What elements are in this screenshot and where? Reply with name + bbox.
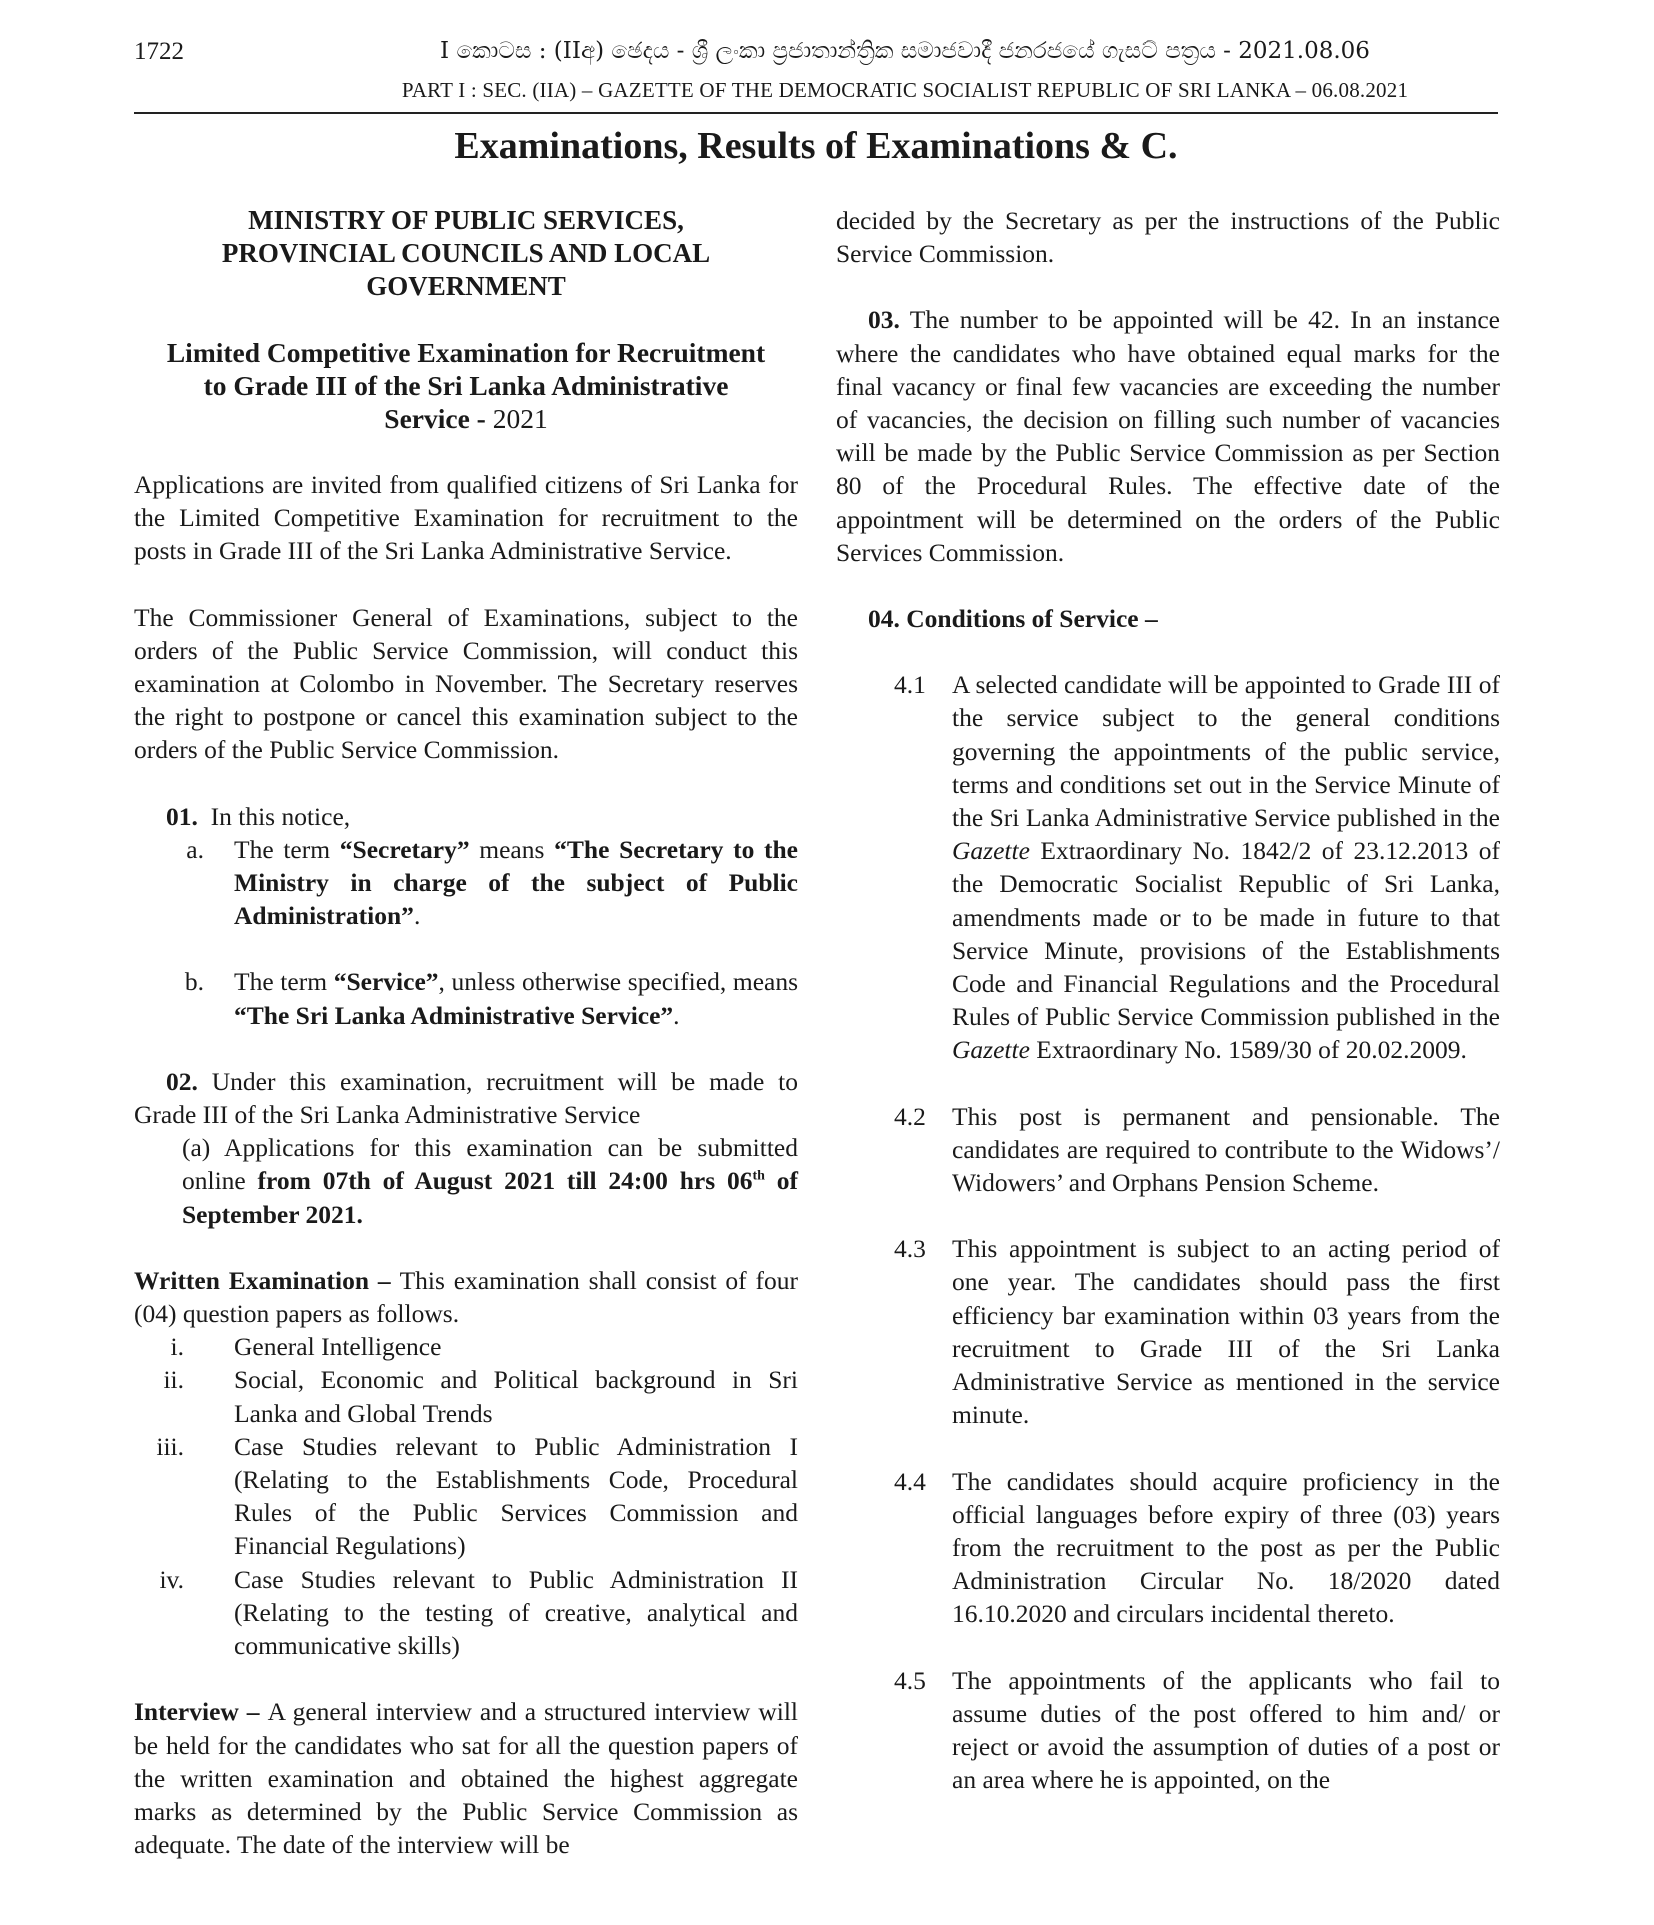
section-01 (134, 800, 798, 833)
list-label: b. (184, 967, 204, 997)
gazette-italic: Gazette (952, 1035, 1030, 1065)
term-service-meaning: “The Sri Lanka Administrative Service” (234, 1000, 674, 1030)
spacer (134, 1032, 798, 1065)
spacer (836, 1432, 1500, 1465)
exam-title-service: Service - (384, 403, 493, 434)
text-run: This examination shall consist of four (04) question papers as follows. (134, 1265, 798, 1329)
gazette-italic: Gazette (952, 836, 1030, 866)
list-label: iv. (159, 1564, 184, 1594)
list-label: 4.4 (894, 1466, 926, 1496)
section-text: In this notice, (210, 801, 351, 831)
application-dates (182, 1166, 798, 1228)
term-service: “Service” (333, 967, 439, 997)
right-column (836, 204, 1500, 1796)
paper-text: Case Studies relevant to Public Administration II (Relating to the testing of creative, analytical and communicative skills) (234, 1564, 798, 1661)
definition-text (234, 833, 798, 933)
condition-4-2 (836, 1100, 1500, 1200)
text-run: A general interview and a structured interview will be held for the candidates who sat for all the question papers of the written examination and obtained the highest aggregate marks as determined by the Public Service Commission as adequate. The date of the interview will be (134, 1697, 798, 1860)
paper-item (134, 1330, 798, 1363)
interview-heading: Interview – (134, 1697, 268, 1727)
spacer (836, 569, 1500, 602)
spacer (836, 1067, 1500, 1100)
text-run: from 07th of August 2021 till 24:00 hrs 06 (257, 1166, 753, 1196)
spacer (836, 1631, 1500, 1664)
list-label: ii. (163, 1365, 184, 1395)
term-secretary: “Secretary” (339, 834, 470, 864)
section-03 (836, 303, 1500, 569)
paper-item (134, 1430, 798, 1563)
paper-item (134, 1563, 798, 1663)
spacer (836, 270, 1500, 303)
text-run: . (673, 1000, 680, 1030)
header-rule (134, 112, 1498, 114)
ministry-line: PROVINCIAL COUNCILS AND LOCAL (221, 238, 711, 268)
term-secretary-meaning: “The Secretary to the Ministry in charge of the subject of Public Administration” (234, 834, 799, 931)
list-label: 4.2 (894, 1101, 926, 1131)
exam-title-line: to Grade III of the Sri Lanka Administrative (203, 370, 729, 401)
paper-item (134, 1363, 798, 1429)
text-run: . (413, 901, 421, 931)
text-run: Extraordinary No. 1842/2 of 23.12.2013 of the Democratic Socialist Republic of Sri Lanka, amendments made or to be made in future to that Service Minute, provisions of the Establishments Code and Financial Regulations and the Procedural Rules of Public Service Commission published in the (952, 836, 1500, 1032)
spacer (134, 568, 798, 601)
text-run: of September 2021. (182, 1166, 798, 1229)
intro-paragraph: Applications are invited from qualified citizens of Sri Lanka for the Limited Competitive Examination for recruitment to the posts in Grade III of the Sri Lanka Administrative Service. (134, 470, 798, 566)
english-running-header: PART I : SEC. (IIA) – GAZETTE OF THE DEMOCRATIC SOCIALIST REPUBLIC OF SRI LANKA – 06.08.2021 (401, 78, 1409, 102)
section-title: Examinations, Results of Examinations & C. (454, 125, 1178, 167)
section-text: The number to be appointed will be 42. In an instance where the candidates who have obtained equal marks for the final vacancy or final few vacancies are exceeding the number of vacancies, the decision on filling such number of vacancies will be made by the Public Service Commission as per Section 80 of the Procedural Rules. The effective date of the appointment will be determined on the orders of the Public Services Commission. (836, 305, 1500, 567)
spacer (134, 1231, 798, 1264)
section-number: 02. (166, 1066, 198, 1096)
paper-text: General Intelligence (234, 1332, 442, 1362)
list-label: iii. (156, 1431, 184, 1461)
exam-title-line: Limited Competitive Examination for Recruitment (166, 337, 766, 368)
spacer (836, 1199, 1500, 1232)
page-number: 1722 (134, 38, 184, 65)
application-period (134, 1131, 798, 1231)
condition-4-5 (836, 1664, 1500, 1797)
section-02 (134, 1065, 798, 1131)
text-run: (a) Applications for this examination can be submitted online (182, 1133, 798, 1196)
spacer (836, 635, 1500, 668)
section-04-heading: 04. Conditions of Service – (868, 604, 1158, 634)
text-run: The term (234, 834, 340, 864)
commissioner-paragraph: The Commissioner General of Examinations, subject to the orders of the Public Service Commission, will conduct this examination at Colombo in November. The Secretary reserves the right to postpone or cancel this examination subject to the orders of the Public Service Commission. (134, 602, 798, 765)
condition-text (952, 668, 1500, 1066)
section-number: 03. (868, 305, 900, 335)
spacer (134, 932, 798, 965)
condition-4-4 (836, 1465, 1500, 1631)
text-run: means (469, 834, 555, 864)
spacer (134, 435, 798, 468)
text-run: A selected candidate will be appointed to Grade III of the service subject to the general conditions governing the appointments of the public service, terms and conditions set out in the Service Minute of the Sri Lanka Administrative Service published in the (952, 670, 1500, 833)
interview-paragraph (134, 1695, 798, 1861)
text-run: Extraordinary No. 1589/30 of 20.02.2009. (1029, 1035, 1467, 1065)
ministry-line: GOVERNMENT (366, 271, 566, 301)
section-number: 01. (166, 801, 198, 831)
left-column (134, 204, 798, 1861)
spacer (134, 1662, 798, 1695)
section-text: Under this examination, recruitment will be made to Grade III of the Sri Lanka Administrative Service (134, 1066, 798, 1130)
list-label: 4.1 (894, 670, 926, 700)
condition-text: This post is permanent and pensionable. The candidates are required to contribute to the Widows’/ Widowers’ and Orphans Pension Scheme. (952, 1101, 1500, 1198)
written-exam-heading: Written Examination – (134, 1265, 400, 1295)
text-run: , unless otherwise specified, means (438, 967, 799, 997)
spacer (134, 303, 798, 336)
condition-text: The appointments of the applicants who fail to assume duties of the post offered to him and/ or reject or avoid the assumption of duties of a post or an area where he is appointed, on the (952, 1665, 1500, 1795)
exam-title-year: 2021 (492, 403, 548, 434)
exam-title-line (134, 402, 798, 435)
paper-text: Case Studies relevant to Public Administration I (Relating to the Establishments Code, Procedural Rules of the Public Services Commission and Financial Regulations) (234, 1431, 798, 1561)
text-run: The term (234, 967, 334, 997)
list-label: 4.3 (894, 1234, 926, 1264)
ministry-line: MINISTRY OF PUBLIC SERVICES, (248, 205, 684, 235)
definition-text (234, 965, 798, 1031)
definition-b (134, 965, 798, 1031)
definition-a (134, 833, 798, 933)
written-exam-paragraph (134, 1264, 798, 1330)
list-label: i. (170, 1332, 184, 1362)
list-label: a. (186, 834, 204, 864)
condition-text: This appointment is subject to an acting period of one year. The candidates should pass the first efficiency bar examination within 03 years from the recruitment to Grade III of the Sri Lanka Administrative Service as mentioned in the service minute. (952, 1234, 1500, 1430)
condition-text: The candidates should acquire proficiency in the official languages before expiry of three (03) years from the recruitment to the post as per the Public Administration Circular No. 18/2020 dated 16.10.2020 and circulars incidental thereto. (952, 1466, 1500, 1629)
paper-text: Social, Economic and Political background in Sri Lanka and Global Trends (234, 1365, 798, 1428)
superscript: th (752, 1168, 765, 1184)
condition-4-3 (836, 1232, 1500, 1431)
continued-paragraph: decided by the Secretary as per the instructions of the Public Service Commission. (836, 206, 1500, 269)
spacer (134, 767, 798, 800)
condition-4-1 (836, 668, 1500, 1066)
sinhala-running-header: I කොටස : (IIඅ) ඡෙදය - ශ්‍රී ලංකා ප්‍රජාතාන්ත්‍රික සමාජවාදී ජනරජයේ ගැසට් පත්‍රය - 2021.08.06 (440, 38, 1370, 64)
list-label: 4.5 (894, 1665, 926, 1695)
